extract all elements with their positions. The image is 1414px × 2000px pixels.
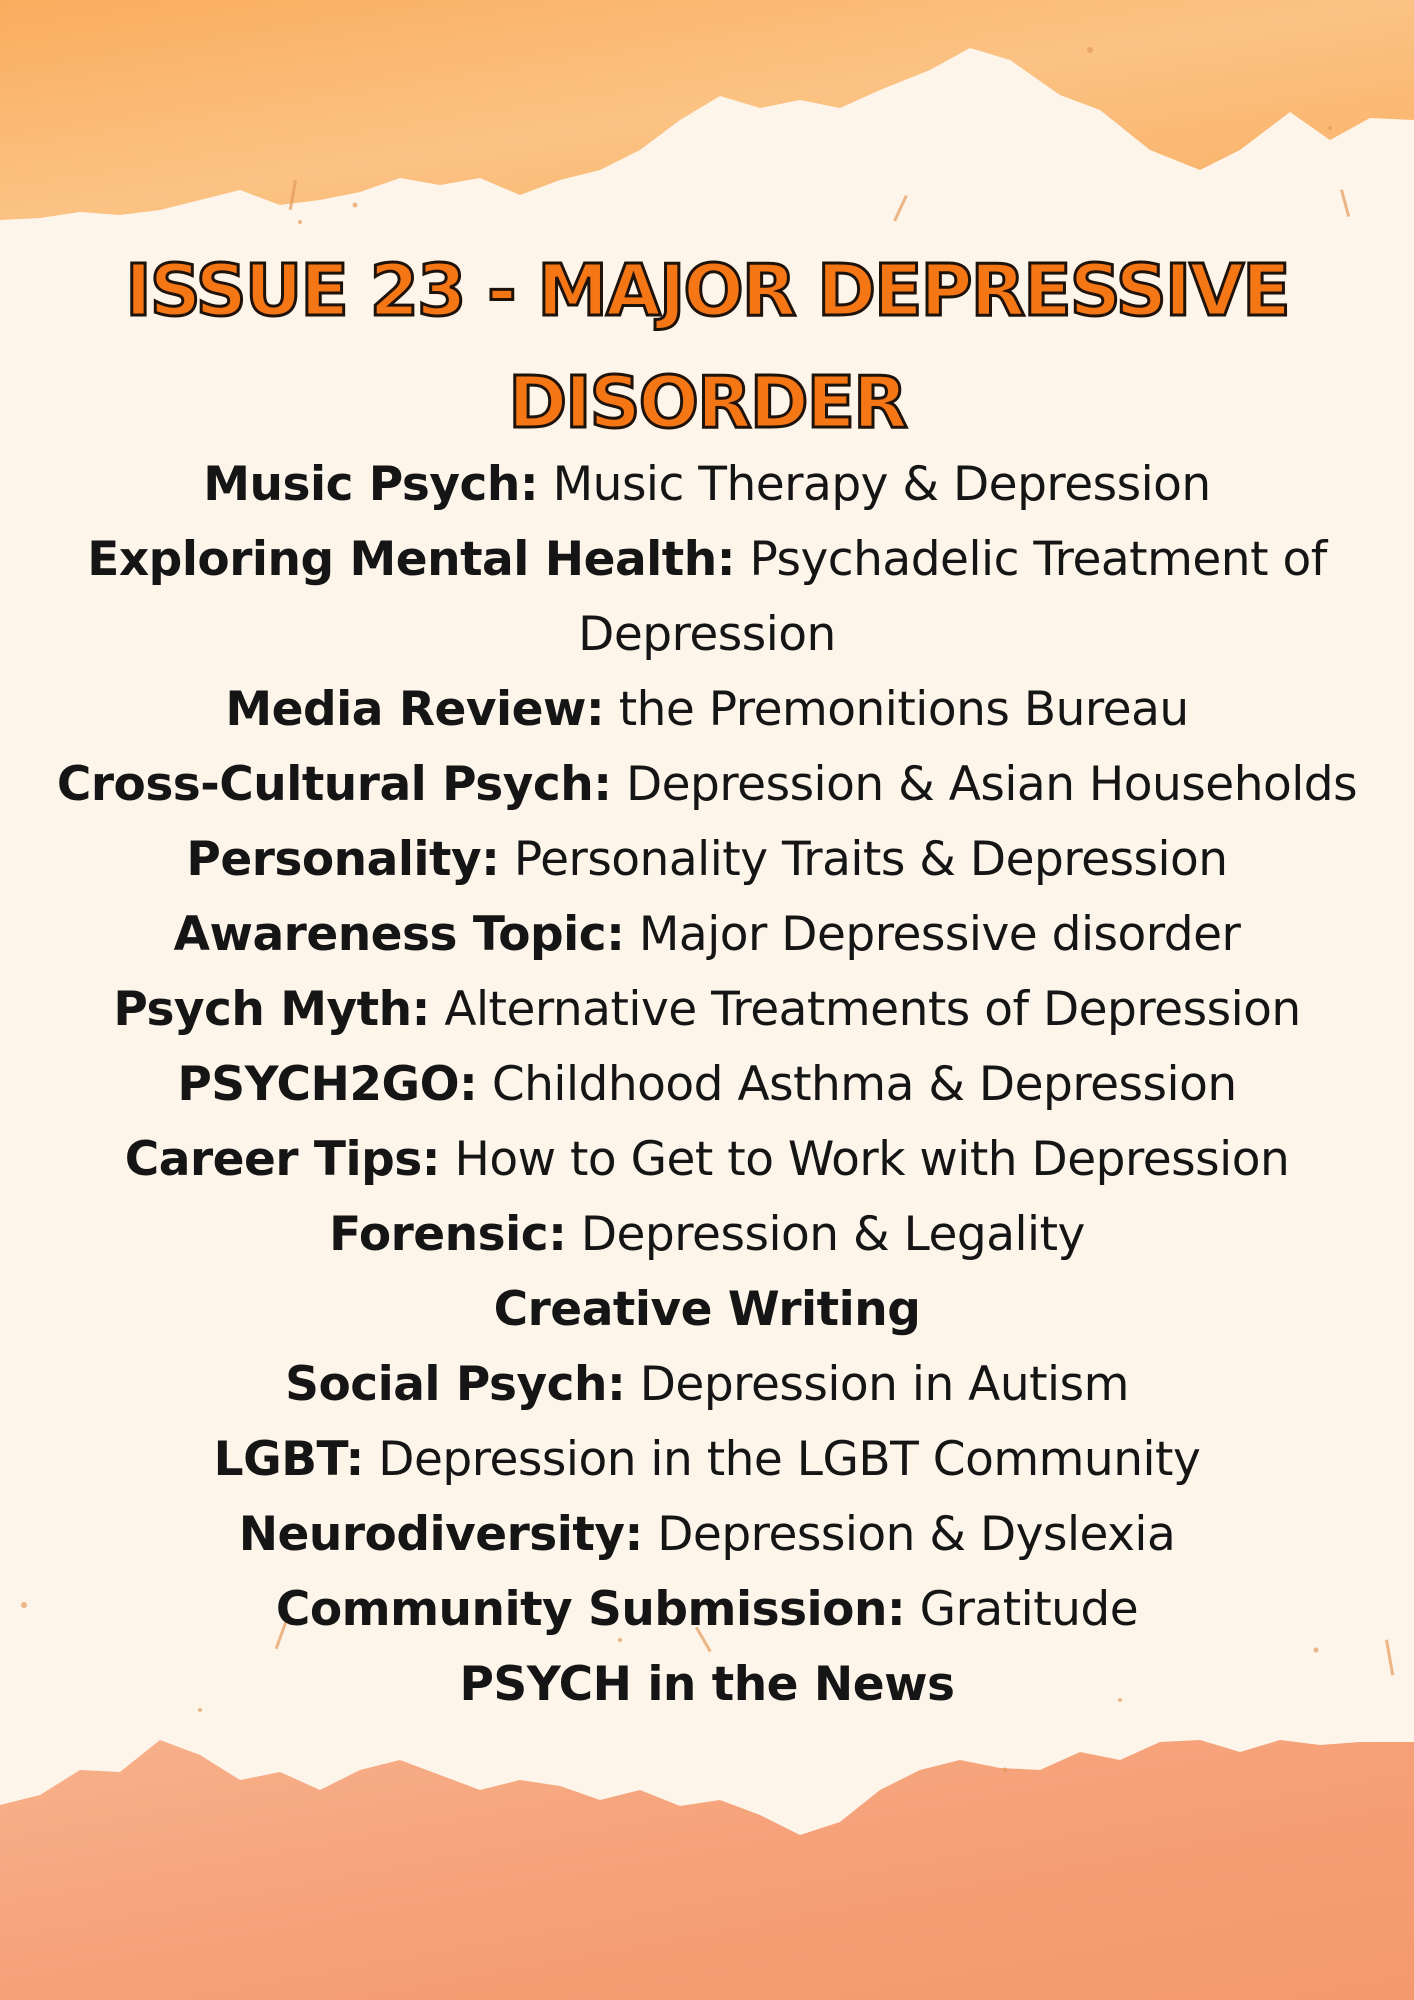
toc-topic: How to Get to Work with Depression: [454, 1132, 1290, 1187]
table-of-contents: [0, 447, 1414, 1722]
toc-item-psych-in-the-news: [0, 1647, 1414, 1722]
toc-section-label: Social Psych:: [285, 1357, 626, 1412]
toc-section-label: LGBT:: [213, 1432, 364, 1487]
toc-section-label: Psych Myth:: [113, 982, 430, 1037]
toc-section-label: PSYCH in the News: [459, 1657, 955, 1712]
toc-section-label: Media Review:: [225, 682, 605, 737]
toc-section-label: Forensic:: [329, 1207, 567, 1262]
toc-item-cross-cultural-psych: [0, 747, 1414, 822]
toc-section-label: PSYCH2GO:: [177, 1057, 478, 1112]
toc-topic: Depression & Legality: [580, 1207, 1085, 1262]
toc-item-community-submission: [0, 1572, 1414, 1647]
issue-title-line-1: ISSUE 23 - MAJOR DEPRESSIVE: [125, 249, 1289, 332]
toc-section-label: Exploring Mental Health:: [87, 532, 735, 587]
toc-section-label: Career Tips:: [124, 1132, 441, 1187]
toc-topic: Music Therapy & Depression: [552, 457, 1211, 512]
toc-item-social-psych: [0, 1347, 1414, 1422]
toc-item-creative-writing: [0, 1272, 1414, 1347]
toc-topic: Alternative Treatments of Depression: [444, 982, 1301, 1037]
toc-item-media-review: [0, 672, 1414, 747]
toc-topic: the Premonitions Bureau: [618, 682, 1189, 737]
toc-item-music-psych: [0, 447, 1414, 522]
toc-item-psych2go: [0, 1047, 1414, 1122]
toc-topic: Gratitude: [919, 1582, 1139, 1637]
issue-title-line-2: DISORDER: [508, 361, 906, 444]
toc-item-personality: [0, 822, 1414, 897]
issue-title: [0, 235, 1414, 459]
issue-contents: [0, 235, 1414, 1722]
toc-section-label: Neurodiversity:: [238, 1507, 643, 1562]
toc-section-label: Creative Writing: [493, 1282, 921, 1337]
toc-item-lgbt: [0, 1422, 1414, 1497]
toc-section-label: Cross-Cultural Psych:: [56, 757, 612, 812]
toc-section-label: Music Psych:: [203, 457, 539, 512]
toc-item-career-tips: [0, 1122, 1414, 1197]
toc-topic: Childhood Asthma & Depression: [491, 1057, 1237, 1112]
toc-topic: Depression in Autism: [639, 1357, 1129, 1412]
toc-topic: Personality Traits & Depression: [513, 832, 1228, 887]
toc-item-awareness-topic: [0, 897, 1414, 972]
toc-topic: Depression & Dyslexia: [657, 1507, 1176, 1562]
toc-section-label: Awareness Topic:: [173, 907, 625, 962]
toc-item-psych-myth: [0, 972, 1414, 1047]
toc-item-forensic: [0, 1197, 1414, 1272]
toc-section-label: Community Submission:: [275, 1582, 906, 1637]
toc-topic: Depression in the LGBT Community: [378, 1432, 1201, 1487]
toc-item-exploring-mental-health: [0, 522, 1414, 672]
toc-section-label: Personality:: [186, 832, 500, 887]
toc-topic: Major Depressive disorder: [638, 907, 1241, 962]
toc-topic: Depression & Asian Households: [625, 757, 1358, 812]
toc-item-neurodiversity: [0, 1497, 1414, 1572]
toc-topic: Psychadelic Treatment of Depression: [578, 532, 1327, 662]
